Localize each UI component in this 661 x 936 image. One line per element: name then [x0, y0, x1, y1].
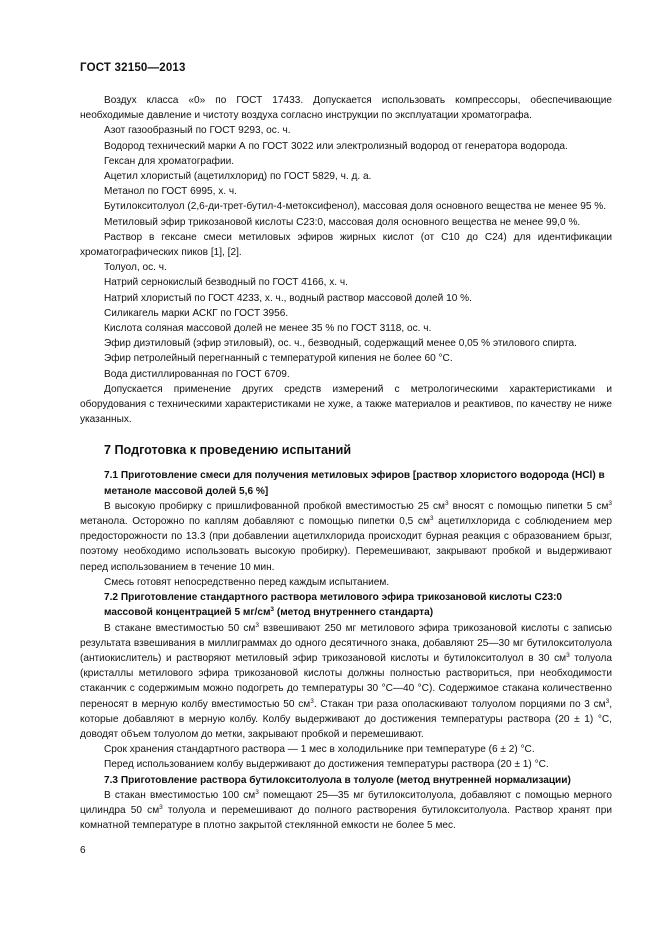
material-item: Воздух класса «0» по ГОСТ 17433. Допускается использовать компрессоры, обеспечивающие необходимые давление и чистоту воздуха согласно инструкции по эксплуатации хроматографа. — [80, 95, 612, 122]
material-item: Эфир диэтиловый (эфир этиловый), ос. ч., безводный, содержащий менее 0,05 % этилового спирта. — [104, 338, 577, 350]
subsection-7-1-heading: 7.1 Приготовление смеси для получения метиловых эфиров [раствор хлористого водорода (HCl) в метаноле массовой долей 5,6 %] — [104, 470, 605, 497]
paragraph-7-3-body: В стакан вместимостью 100 $см^3$ помещают 25—35 мг бутилокситолуола, добавляют с помощью мерного цилиндра 50 $см^3$ толуола и перемешивают до полного растворения бутилокситолуола. Раствор хранят при комнатной температуре в плотно закрытой стеклянной емкости не более 5 мес. — [80, 788, 613, 832]
document-page — [80, 62, 612, 833]
material-item: Натрий сернокислый безводный по ГОСТ 4166, х. ч. — [104, 277, 348, 289]
subsection-7-2-heading: 7.2 Приготовление стандартного раствора метилового эфира трикозановой кислоты С23:0 массовой концентрацией 5 $мг/см^3$ (метод внутреннего стандарта) — [104, 592, 563, 619]
superscript: 3 — [310, 697, 314, 705]
material-item: Эфир петролейный перегнанный с температурой кипения не более 60 °С. — [104, 353, 453, 365]
material-item: Натрий хлористый по ГОСТ 4233, х. ч., водный раствор массовой долей 10 %. — [104, 292, 472, 304]
materials-list — [80, 93, 612, 427]
superscript: 3 — [444, 499, 449, 507]
material-item: Ацетил хлористый (ацетилхлорид) по ГОСТ 5829, ч. д. а. — [104, 171, 372, 183]
material-item: Вода дистиллированная по ГОСТ 6709. — [104, 368, 290, 380]
superscript: 3 — [159, 803, 163, 811]
superscript: 3 — [429, 515, 434, 523]
superscript: 3 — [270, 606, 275, 614]
material-item: Силикагель марки АСКГ по ГОСТ 3956. — [104, 307, 289, 319]
paragraph-7-1-note: Смесь готовят непосредственно перед каждым испытанием. — [104, 576, 390, 588]
material-item: Допускается применение других средств измерений с метрологическими характеристиками и оборудования с техническими характеристиками не хуже, а также материалов и реактивов, по качеству не ниже указанных. — [80, 383, 612, 426]
paragraph-7-1-body: В высокую пробирку с пришлифованной пробкой вместимостью 25 $см^3$ вносят с помощью пипетки 5 $см^3$ метанола. Осторожно по каплям добавляют с помощью пипетки 0,5 $см^3$ ацетилхлорида с соблюдением мер предосторожности по 13.3 (при добавлении ацетилхлорида происходит бурная реакция с образованием брызг, поэтому необходимо использовать высокую пробирку). Перемешивают, закрывают пробкой и выдерживают перед использованием в течение 10 мин. — [80, 499, 613, 573]
material-item: Гексан для хроматографии. — [104, 155, 235, 167]
material-item: Метанол по ГОСТ 6995, х. ч. — [104, 186, 237, 198]
document-header: ГОСТ 32150—2013 — [80, 62, 186, 74]
material-item: Метиловый эфир трикозановой кислоты С23:0, массовая доля основного вещества не менее 99,0 %. — [104, 216, 581, 228]
page-number: 6 — [80, 845, 86, 856]
material-item: Кислота соляная массовой долей не менее 35 % по ГОСТ 3118, ос. ч. — [104, 323, 432, 335]
superscript: 3 — [566, 651, 570, 659]
paragraph-7-2-storage: Срок хранения стандартного раствора — 1 мес в холодильнике при температуре (6 ± 2) °С. — [104, 744, 535, 756]
paragraph-7-2-usage: Перед использованием колбу выдерживают до достижения температуры раствора (20 ± 1) °С. — [104, 759, 549, 771]
superscript: 3 — [605, 697, 610, 705]
material-item: Водород технический марки А по ГОСТ 3022 или электролизный водород от генератора водорода. — [104, 140, 568, 152]
paragraph-7-2-body: В стакане вместимостью 50 $см^3$ взвешивают 250 мг метилового эфира трикозановой кислоты с записью результата взвешивания в миллиграммах до одного десятичного знака, добавляют 25—30 мг бутилокситолуола (антиокислитель) и растворяют метиловый эфир трикозановой кислоты и бутилокситолуол в 30 $см^3$ толуола (кристаллы метилового эфира трикозановой кислоты должны полностью раствориться, при необходимости стаканчик с содержимым можно подогреть до температуры 30 °С—40 °С). Содержимое стакана количественно переносят в мерную колбу вместимостью 50 $см^3$. Стакан три раза ополаскивают толуолом порциями по 3 $см^3$, которые добавляют в мерную колбу. Колбу выдерживают до достижения температуры раствора (20 ± 1) °С, доводят объем толуолом до метки, закрывают пробкой и перемешивают. — [80, 621, 613, 740]
subsection-7-3-heading: 7.3 Приготовление раствора бутилокситолуола в толуоле (метод внутренней нормализации) — [104, 774, 571, 786]
superscript: 3 — [608, 499, 613, 507]
material-item: Раствор в гексане смеси метиловых эфиров жирных кислот (от С10 до С24) для идентификации хроматографических пиков [1], [2]. — [80, 231, 612, 259]
superscript: 3 — [255, 788, 259, 796]
material-item: Толуол, ос. ч. — [104, 262, 167, 274]
material-item: Бутилокситолуол (2,6-ди-трет-бутил-4-метоксифенол), массовая доля основного вещества не менее 95 %. — [104, 201, 607, 213]
material-item: Азот газообразный по ГОСТ 9293, ос. ч. — [104, 125, 291, 137]
superscript: 3 — [255, 621, 259, 629]
section-7-heading: 7 Подготовка к проведению испытаний — [104, 443, 352, 458]
